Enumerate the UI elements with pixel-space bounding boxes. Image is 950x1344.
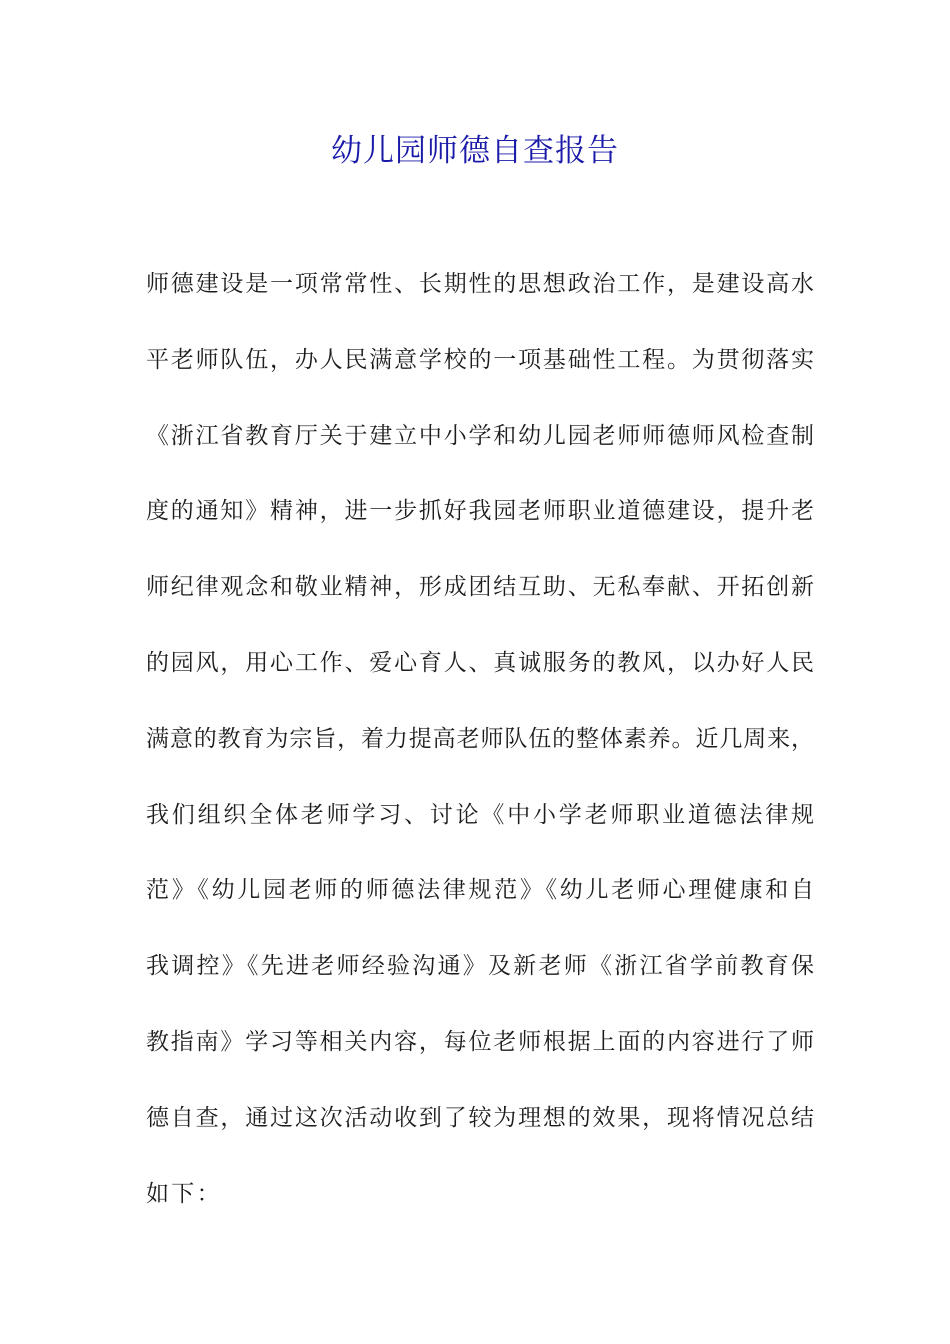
- paragraph-line: 《浙江省教育厅关于建立中小学和幼儿园老师师德师风检查制: [146, 422, 814, 449]
- paragraph-line: 师德建设是一项常常性、长期性的思想政治工作，是建设高水: [146, 271, 814, 297]
- paragraph-line: 平老师队伍，办人民满意学校的一项基础性工程。为贯彻落实: [146, 346, 814, 373]
- paragraph-line: 我们组织全体老师学习、讨论《中小学老师职业道德法律规: [146, 801, 814, 828]
- paragraph-line: 德自查，通过这次活动收到了较为理想的效果，现将情况总结: [146, 1104, 814, 1131]
- paragraph-line-last: 如下：: [146, 1180, 222, 1207]
- paragraph-line: 师纪律观念和敬业精神，形成团结互助、无私奉献、开拓创新: [146, 574, 814, 601]
- paragraph-line: 度的通知》精神，进一步抓好我园老师职业道德建设，提升老: [146, 498, 814, 525]
- paragraph-line: 我调控》《先进老师经验沟通》及新老师《浙江省学前教育保: [146, 953, 814, 980]
- paragraph-line: 满意的教育为宗旨，着力提高老师队伍的整体素养。近几周来，: [146, 725, 814, 752]
- paragraph-line: 的园风，用心工作、爱心育人、真诚服务的教风，以办好人民: [146, 649, 814, 676]
- intro-paragraph: [146, 264, 814, 1249]
- paragraph-line: 范》《幼儿园老师的师德法律规范》《幼儿老师心理健康和自: [146, 877, 814, 904]
- paragraph-line: 教指南》学习等相关内容，每位老师根据上面的内容进行了师: [146, 1028, 814, 1055]
- document-title: 幼儿园师德自查报告: [331, 133, 619, 169]
